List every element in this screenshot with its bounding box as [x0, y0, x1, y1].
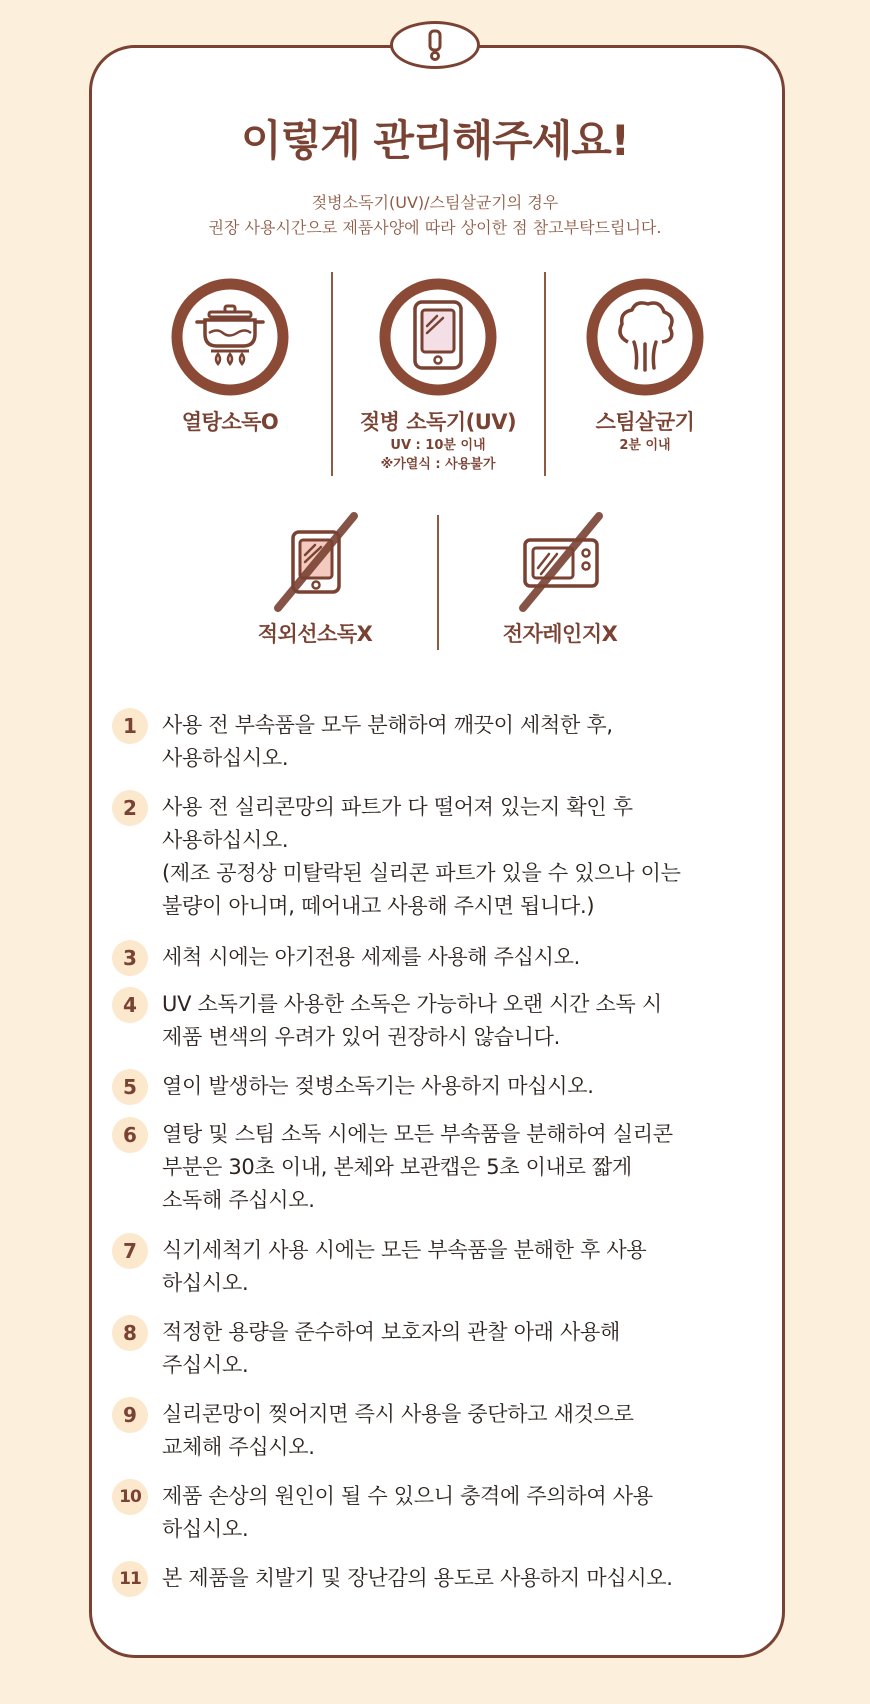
prohibited-infrared — [195, 510, 435, 648]
page-title: 이렇게 관리해주세요! — [241, 116, 629, 165]
divider — [437, 515, 439, 650]
item-text: 하십시오. — [162, 1271, 249, 1295]
item-text: 하십시오. — [162, 1517, 249, 1541]
method-uv — [318, 278, 558, 474]
item-text: 사용하십시오. — [162, 828, 289, 852]
subtitle-line-1: 젖병소독기(UV)/스팀살균기의 경우 — [311, 193, 559, 212]
infrared-sterilizer-crossed-icon — [260, 510, 370, 614]
item-text: 세척 시에는 아기전용 세제를 사용해 주십시오. — [162, 945, 580, 969]
item-text: 적정한 용량을 준수하여 보호자의 관찰 아래 사용해 — [162, 1320, 620, 1344]
item-text: 교체해 주십시오. — [162, 1435, 315, 1459]
item-text: 실리콘망이 찢어지면 즉시 사용을 중단하고 새것으로 — [162, 1402, 634, 1426]
method-note: UV : 10분 이내 — [390, 438, 486, 453]
subtitle-line-2: 권장 사용시간으로 제품사양에 따라 상이한 점 참고부탁드립니다. — [208, 218, 662, 237]
method-label: 젖병 소독기(UV) — [359, 410, 517, 434]
item-text: 사용 전 부속품을 모두 분해하여 깨끗이 세척한 후, — [162, 713, 613, 737]
microwave-crossed-icon — [505, 510, 615, 614]
item-text: 식기세척기 사용 시에는 모든 부속품을 분해한 후 사용 — [162, 1238, 647, 1262]
boiling-pot-icon — [171, 278, 289, 396]
item-text: 제품 손상의 원인이 될 수 있으니 충격에 주의하여 사용 — [162, 1484, 653, 1508]
item-text: UV 소독기를 사용한 소독은 가능하나 오랜 시간 소독 시 — [162, 992, 662, 1016]
item-number: 4 — [112, 987, 148, 1023]
item-number: 7 — [112, 1233, 148, 1269]
method-label: 열탕소독O — [181, 410, 279, 434]
method-steam — [525, 278, 765, 455]
item-text: 사용 전 실리콘망의 파트가 다 떨어져 있는지 확인 후 — [162, 795, 633, 819]
method-label: 스팀살균기 — [595, 410, 695, 434]
item-number: 10 — [112, 1479, 148, 1515]
prohibited-label: 전자레인지X — [502, 622, 618, 646]
method-note: ※가열식 : 사용불가 — [380, 457, 496, 472]
item-text: 본 제품을 치발기 및 장난감의 용도로 사용하지 마십시오. — [162, 1566, 673, 1590]
steam-icon — [586, 278, 704, 396]
item-text: 불량이 아니며, 떼어내고 사용해 주시면 됩니다.) — [162, 894, 595, 918]
item-text: 열탕 및 스팀 소독 시에는 모든 부속품을 분해하여 실리콘 — [162, 1122, 673, 1146]
item-number: 9 — [112, 1397, 148, 1433]
method-note: 2분 이내 — [619, 438, 671, 453]
item-number: 6 — [112, 1117, 148, 1153]
item-number: 5 — [112, 1069, 148, 1105]
item-text: 제품 변색의 우려가 있어 권장하시 않습니다. — [162, 1025, 560, 1049]
item-text: 부분은 30초 이내, 본체와 보관캡은 5초 이내로 짧게 — [162, 1155, 632, 1179]
item-text: 열이 발생하는 젖병소독기는 사용하지 마십시오. — [162, 1074, 594, 1098]
warning-badge — [390, 21, 480, 69]
prohibited-microwave — [440, 510, 680, 648]
item-text: (제조 공정상 미탈락된 실리콘 파트가 있을 수 있으나 이는 — [162, 861, 681, 885]
item-number: 3 — [112, 940, 148, 976]
item-text: 사용하십시오. — [162, 746, 289, 770]
item-number: 2 — [112, 790, 148, 826]
item-text: 소독해 주십시오. — [162, 1188, 315, 1212]
item-number: 8 — [112, 1315, 148, 1351]
exclamation-icon — [425, 29, 445, 61]
subtitle — [0, 190, 870, 240]
method-boiling — [110, 278, 350, 436]
item-text: 주십시오. — [162, 1353, 249, 1377]
uv-sterilizer-icon — [379, 278, 497, 396]
item-number: 11 — [112, 1561, 148, 1597]
item-number: 1 — [112, 708, 148, 744]
prohibited-label: 적외선소독X — [257, 622, 373, 646]
